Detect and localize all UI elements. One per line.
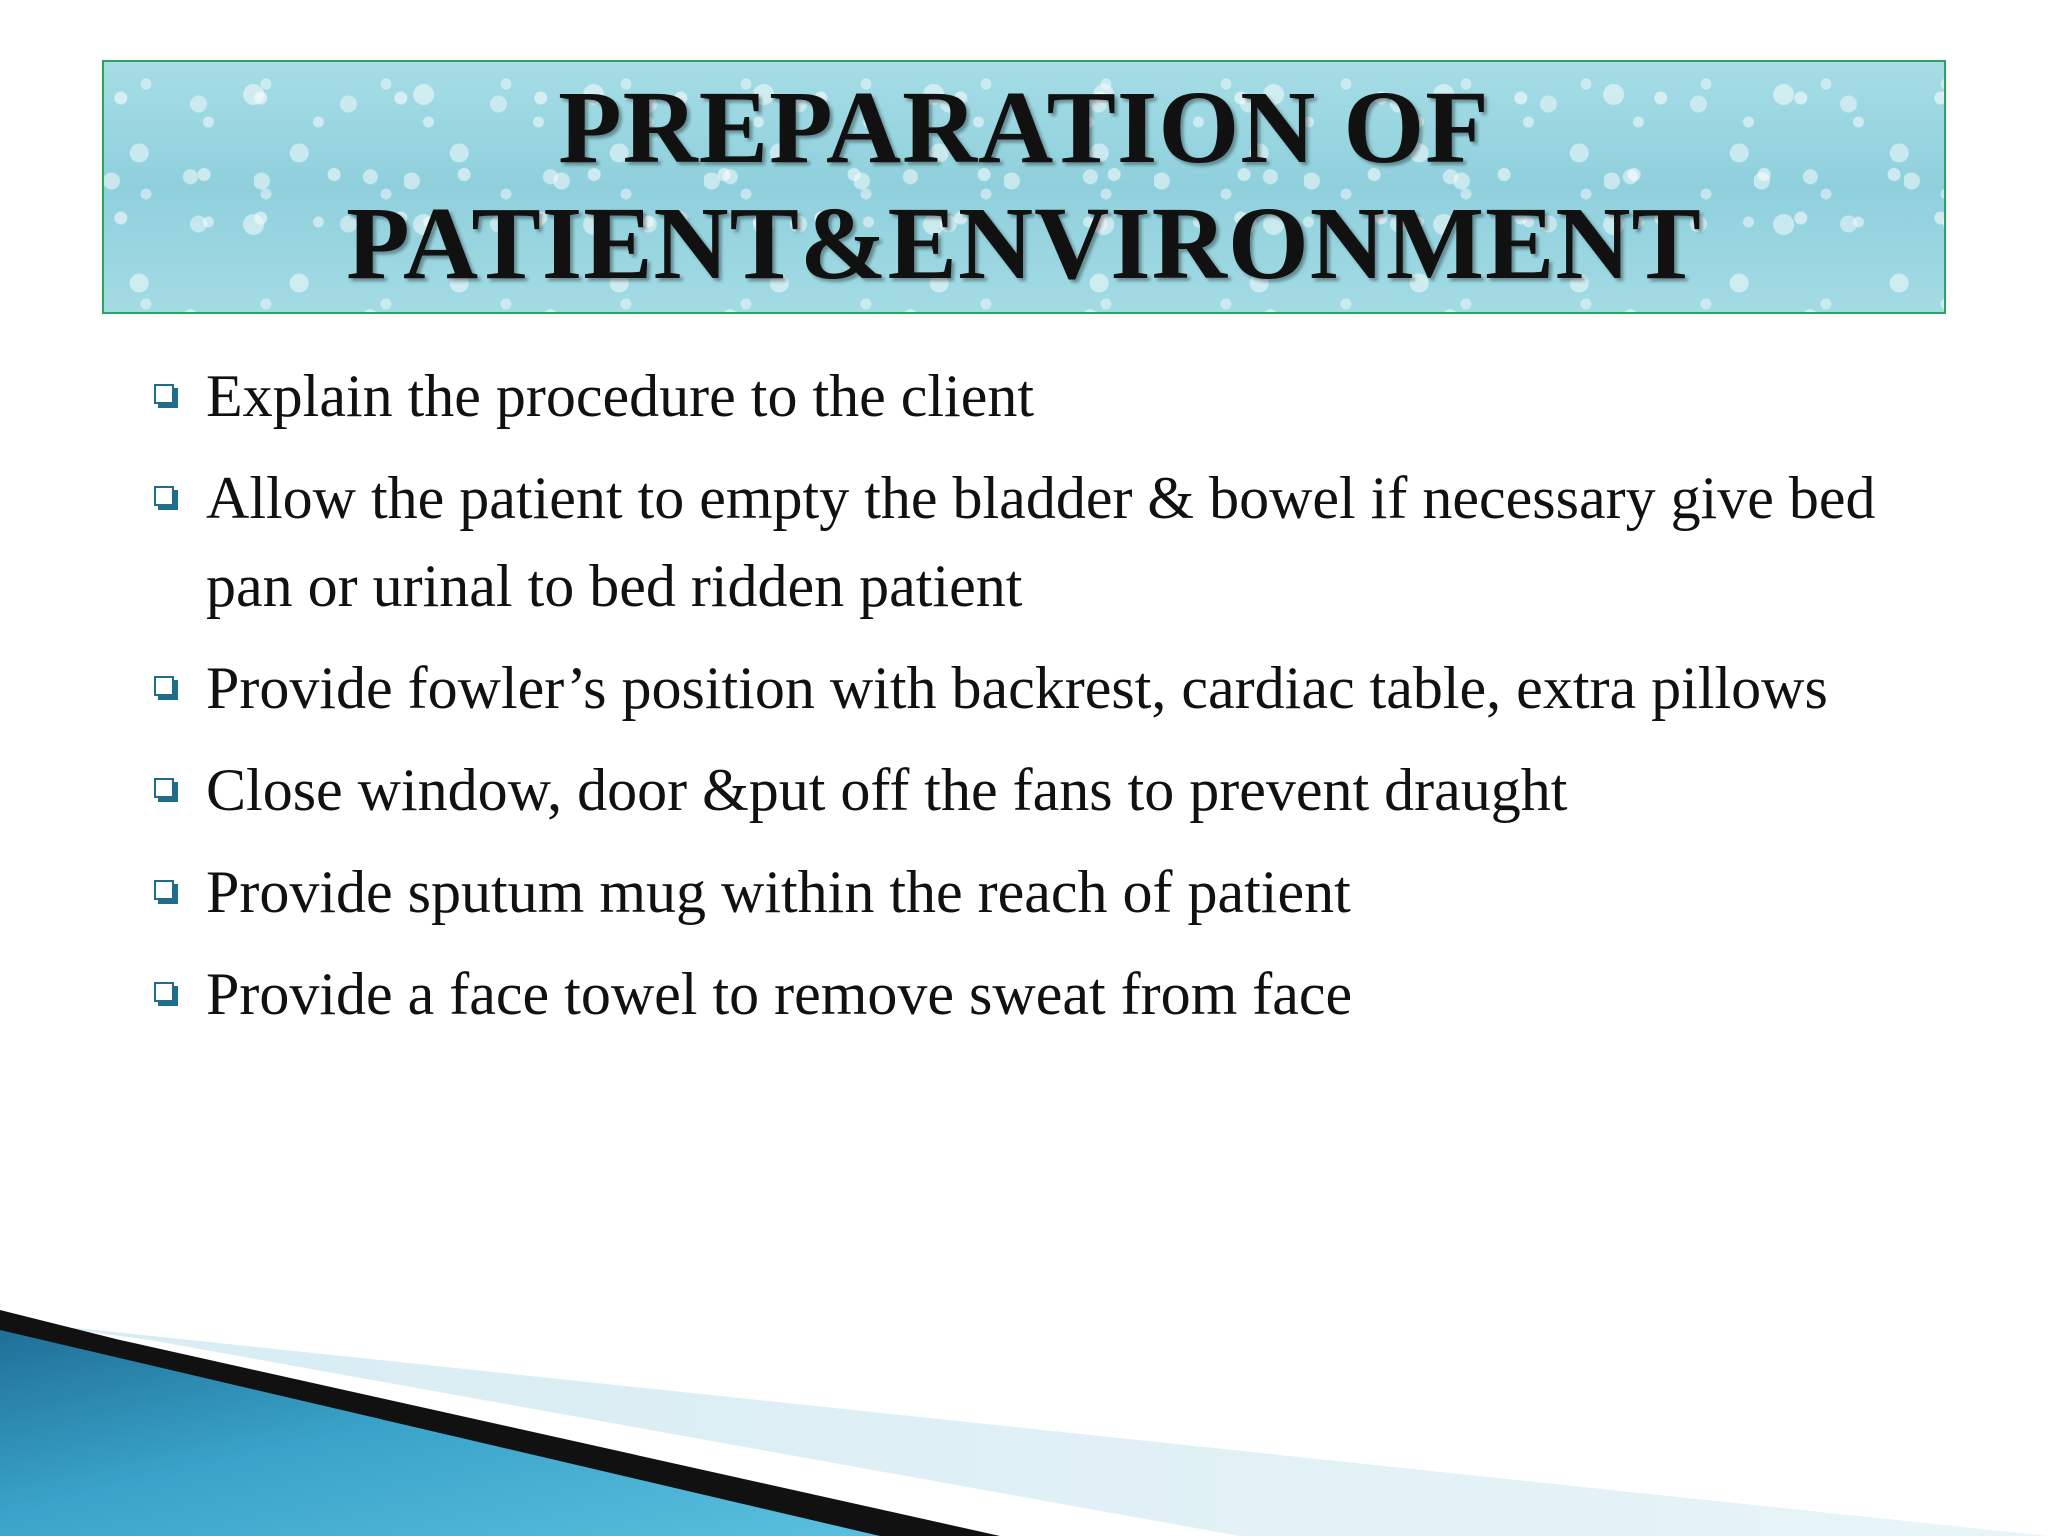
list-item (150, 644, 1910, 732)
list-item (150, 848, 1910, 936)
square-bullet-icon (154, 384, 174, 404)
slide-title (104, 70, 1944, 302)
list-item (150, 454, 1910, 630)
bullet-text: Provide fowler’s position with backrest, cardiac table, extra pillows (206, 655, 1828, 721)
title-line-1: PREPARATION OF (558, 70, 1490, 185)
bullet-list (150, 352, 1910, 1052)
square-bullet-icon (154, 982, 174, 1002)
decorative-swoosh (0, 1280, 2048, 1536)
bullet-text: Explain the procedure to the client (206, 363, 1035, 429)
square-bullet-icon (154, 880, 174, 900)
square-bullet-icon (154, 778, 174, 798)
square-bullet-icon (154, 676, 174, 696)
bullet-text: Close window, door &put off the fans to prevent draught (206, 757, 1568, 823)
bullet-text: Allow the patient to empty the bladder & bowel if necessary give bed pan or urinal to bed ridden patient (206, 465, 1876, 619)
title-line-2: PATIENT&ENVIRONMENT (346, 186, 1702, 301)
bullet-text: Provide a face towel to remove sweat from face (206, 961, 1353, 1027)
list-item (150, 950, 1910, 1038)
square-bullet-icon (154, 486, 174, 506)
list-item (150, 352, 1910, 440)
bullet-text: Provide sputum mug within the reach of patient (206, 859, 1351, 925)
list-item (150, 746, 1910, 834)
title-banner (102, 60, 1946, 314)
